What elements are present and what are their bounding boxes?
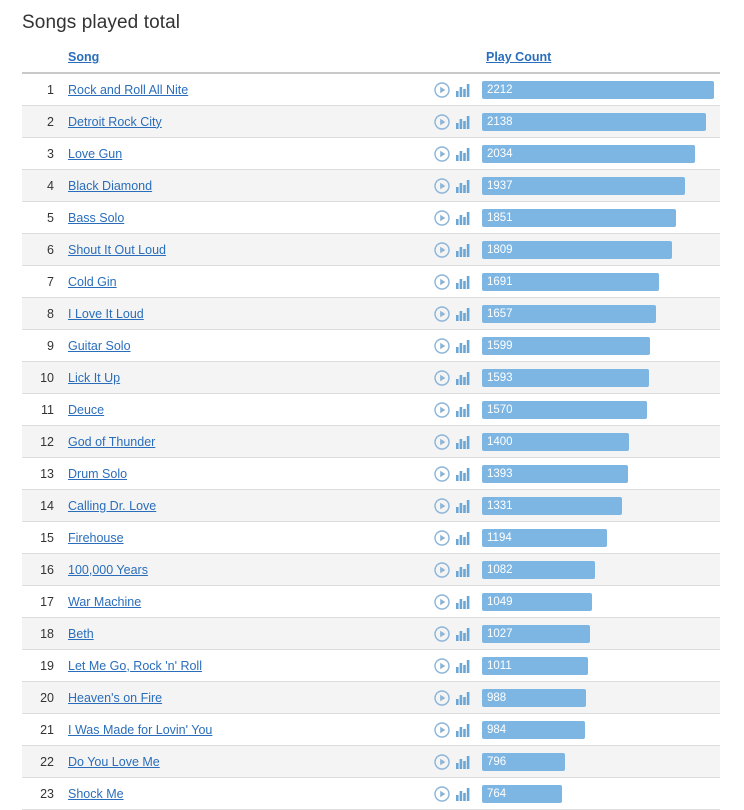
row-actions xyxy=(434,266,480,298)
play-icon[interactable] xyxy=(434,82,450,98)
table-row xyxy=(22,522,720,554)
row-play-count-cell xyxy=(480,394,720,426)
song-link[interactable]: Bass Solo xyxy=(68,210,125,225)
table-row xyxy=(22,138,720,170)
play-count-value: 2034 xyxy=(487,147,513,160)
sort-by-song-link[interactable]: Song xyxy=(68,50,100,64)
row-rank: 22 xyxy=(40,754,54,769)
song-link[interactable]: Let Me Go, Rock 'n' Roll xyxy=(68,658,202,673)
bar-chart-icon[interactable] xyxy=(455,690,471,706)
row-rank: 11 xyxy=(41,402,54,417)
song-link[interactable]: I Love It Loud xyxy=(68,306,144,321)
song-link[interactable]: Guitar Solo xyxy=(68,338,131,353)
table-row xyxy=(22,298,720,330)
table-row xyxy=(22,266,720,298)
row-play-count-cell xyxy=(480,682,720,714)
table-header-row xyxy=(22,44,720,73)
play-icon[interactable] xyxy=(434,114,450,130)
play-count-value: 984 xyxy=(487,723,507,736)
row-play-count-cell xyxy=(480,650,720,682)
row-play-count-cell xyxy=(480,522,720,554)
song-link[interactable]: Beth xyxy=(68,626,94,641)
row-rank: 19 xyxy=(40,658,54,673)
bar-chart-icon[interactable] xyxy=(455,498,471,514)
play-count-value: 1691 xyxy=(487,275,513,288)
play-icon[interactable] xyxy=(434,178,450,194)
play-count-bar-wrap xyxy=(482,305,714,323)
row-song-cell xyxy=(62,298,434,330)
play-count-bar-wrap xyxy=(482,561,714,579)
play-icon[interactable] xyxy=(434,370,450,386)
bar-chart-icon[interactable] xyxy=(455,562,471,578)
row-play-count-cell xyxy=(480,458,720,490)
play-count-value: 1937 xyxy=(487,179,513,192)
table-row xyxy=(22,650,720,682)
bar-chart-icon[interactable] xyxy=(455,530,471,546)
row-actions xyxy=(434,202,480,234)
row-play-count-cell xyxy=(480,490,720,522)
bar-chart-icon[interactable] xyxy=(455,466,471,482)
table-row xyxy=(22,618,720,650)
play-count-bar-wrap xyxy=(482,529,714,547)
row-actions xyxy=(434,394,480,426)
play-icon[interactable] xyxy=(434,690,450,706)
row-actions xyxy=(434,106,480,138)
row-actions xyxy=(434,778,480,810)
row-rank: 8 xyxy=(47,306,54,321)
row-play-count-cell xyxy=(480,234,720,266)
song-link[interactable]: I Was Made for Lovin' You xyxy=(68,722,213,737)
table-row xyxy=(22,682,720,714)
play-count-bar-wrap xyxy=(482,689,714,707)
row-actions xyxy=(434,458,480,490)
row-play-count-cell xyxy=(480,138,720,170)
row-song-cell xyxy=(62,778,434,810)
play-count-value: 1082 xyxy=(487,563,513,576)
play-count-bar-wrap xyxy=(482,625,714,643)
play-count-bar-wrap xyxy=(482,497,714,515)
row-song-cell xyxy=(62,714,434,746)
play-count-bar-wrap xyxy=(482,209,714,227)
row-play-count-cell xyxy=(480,298,720,330)
row-rank: 16 xyxy=(40,562,54,577)
play-count-bar-wrap xyxy=(482,465,714,483)
bar-chart-icon[interactable] xyxy=(455,82,471,98)
bar-chart-icon[interactable] xyxy=(455,274,471,290)
row-rank: 21 xyxy=(40,722,54,737)
play-count-value: 1027 xyxy=(487,627,513,640)
row-play-count-cell xyxy=(480,778,720,810)
song-link[interactable]: Calling Dr. Love xyxy=(68,498,157,513)
play-count-bar-wrap xyxy=(482,177,714,195)
row-play-count-cell xyxy=(480,330,720,362)
bar-chart-icon[interactable] xyxy=(455,370,471,386)
play-count-value: 1593 xyxy=(487,371,513,384)
table-row xyxy=(22,426,720,458)
song-link[interactable]: Love Gun xyxy=(68,146,123,161)
song-link[interactable]: God of Thunder xyxy=(68,434,156,449)
bar-chart-icon[interactable] xyxy=(455,146,471,162)
row-actions xyxy=(434,650,480,682)
play-icon[interactable] xyxy=(434,562,450,578)
play-count-bar-wrap xyxy=(482,337,714,355)
column-header-song[interactable] xyxy=(62,44,434,73)
row-rank: 18 xyxy=(40,626,54,641)
row-play-count-cell xyxy=(480,586,720,618)
play-count-value: 1194 xyxy=(487,531,512,544)
row-actions xyxy=(434,714,480,746)
row-song-cell xyxy=(62,746,434,778)
row-song-cell xyxy=(62,234,434,266)
row-song-cell xyxy=(62,490,434,522)
row-song-cell xyxy=(62,522,434,554)
play-count-bar-wrap xyxy=(482,369,714,387)
play-count-bar-wrap xyxy=(482,145,714,163)
play-count-value: 1657 xyxy=(487,307,513,320)
play-count-bar-wrap xyxy=(482,657,714,675)
row-rank: 5 xyxy=(47,210,54,225)
play-count-value: 2212 xyxy=(487,83,513,96)
row-actions xyxy=(434,138,480,170)
row-rank: 1 xyxy=(47,82,54,97)
play-icon[interactable] xyxy=(434,306,450,322)
table-row xyxy=(22,330,720,362)
column-header-actions xyxy=(434,44,480,73)
row-play-count-cell xyxy=(480,714,720,746)
table-row xyxy=(22,234,720,266)
row-actions xyxy=(434,298,480,330)
song-link[interactable]: Shout It Out Loud xyxy=(68,242,166,257)
row-song-cell xyxy=(62,458,434,490)
bar-chart-icon[interactable] xyxy=(455,178,471,194)
row-song-cell xyxy=(62,554,434,586)
row-rank: 17 xyxy=(40,594,54,609)
play-icon[interactable] xyxy=(434,658,450,674)
row-song-cell xyxy=(62,266,434,298)
row-rank: 4 xyxy=(47,178,54,193)
play-count-value: 1570 xyxy=(487,403,513,416)
row-actions xyxy=(434,554,480,586)
play-count-value: 764 xyxy=(487,787,507,800)
song-link[interactable]: Drum Solo xyxy=(68,466,128,481)
bar-chart-icon[interactable] xyxy=(455,242,471,258)
row-actions xyxy=(434,586,480,618)
play-count-bar-wrap xyxy=(482,433,714,451)
row-song-cell xyxy=(62,138,434,170)
row-rank: 23 xyxy=(40,786,54,801)
column-header-play-count[interactable] xyxy=(480,44,720,73)
play-count-bar xyxy=(482,145,695,163)
bar-chart-icon[interactable] xyxy=(455,722,471,738)
row-actions xyxy=(434,362,480,394)
song-link[interactable]: Shock Me xyxy=(68,786,124,801)
row-song-cell xyxy=(62,650,434,682)
bar-chart-icon[interactable] xyxy=(455,402,471,418)
row-play-count-cell xyxy=(480,106,720,138)
table-row xyxy=(22,746,720,778)
bar-chart-icon[interactable] xyxy=(455,626,471,642)
row-rank: 20 xyxy=(40,690,54,705)
bar-chart-icon[interactable] xyxy=(455,786,471,802)
song-link[interactable]: War Machine xyxy=(68,594,142,609)
table-row xyxy=(22,778,720,810)
row-rank: 3 xyxy=(47,146,54,161)
play-icon[interactable] xyxy=(434,338,450,354)
row-song-cell xyxy=(62,362,434,394)
play-count-value: 2138 xyxy=(487,115,513,128)
bar-chart-icon[interactable] xyxy=(455,306,471,322)
row-play-count-cell xyxy=(480,170,720,202)
play-icon[interactable] xyxy=(434,146,450,162)
play-icon[interactable] xyxy=(434,594,450,610)
songs-table xyxy=(22,44,720,810)
song-link[interactable]: Heaven's on Fire xyxy=(68,690,163,705)
play-count-value: 1393 xyxy=(487,467,513,480)
play-count-bar-wrap xyxy=(482,113,714,131)
row-song-cell xyxy=(62,170,434,202)
play-icon[interactable] xyxy=(434,626,450,642)
row-actions xyxy=(434,682,480,714)
play-count-bar-wrap xyxy=(482,721,714,739)
sort-by-play-count-link[interactable]: Play Count xyxy=(486,50,552,64)
play-count-bar-wrap xyxy=(482,273,714,291)
table-header xyxy=(22,44,720,73)
row-play-count-cell xyxy=(480,362,720,394)
row-actions xyxy=(434,522,480,554)
row-actions xyxy=(434,234,480,266)
bar-chart-icon[interactable] xyxy=(455,114,471,130)
page-title: Songs played total xyxy=(22,12,181,33)
table-row xyxy=(22,586,720,618)
play-icon[interactable] xyxy=(434,754,450,770)
row-actions xyxy=(434,746,480,778)
row-rank: 14 xyxy=(40,498,54,513)
play-icon[interactable] xyxy=(434,530,450,546)
play-icon[interactable] xyxy=(434,210,450,226)
row-actions xyxy=(434,73,480,106)
row-song-cell xyxy=(62,330,434,362)
row-actions xyxy=(434,618,480,650)
row-song-cell xyxy=(62,106,434,138)
row-actions xyxy=(434,426,480,458)
row-play-count-cell xyxy=(480,618,720,650)
row-song-cell xyxy=(62,426,434,458)
play-icon[interactable] xyxy=(434,466,450,482)
row-actions xyxy=(434,490,480,522)
play-count-bar xyxy=(482,113,706,131)
row-play-count-cell xyxy=(480,746,720,778)
bar-chart-icon[interactable] xyxy=(455,658,471,674)
play-icon[interactable] xyxy=(434,242,450,258)
table-row xyxy=(22,714,720,746)
row-actions xyxy=(434,330,480,362)
row-song-cell xyxy=(62,618,434,650)
table-row xyxy=(22,554,720,586)
play-icon[interactable] xyxy=(434,786,450,802)
play-count-bar-wrap xyxy=(482,81,714,99)
row-actions xyxy=(434,170,480,202)
bar-chart-icon[interactable] xyxy=(455,210,471,226)
song-link[interactable]: Lick It Up xyxy=(68,370,121,385)
play-count-value: 1599 xyxy=(487,339,513,352)
play-icon[interactable] xyxy=(434,434,450,450)
row-rank: 10 xyxy=(40,370,54,385)
row-rank: 6 xyxy=(47,242,54,257)
table-row xyxy=(22,458,720,490)
table-row xyxy=(22,170,720,202)
row-rank: 9 xyxy=(47,338,54,353)
bar-chart-icon[interactable] xyxy=(455,434,471,450)
play-count-bar-wrap xyxy=(482,753,714,771)
song-link[interactable]: Black Diamond xyxy=(68,178,153,193)
play-count-bar-wrap xyxy=(482,401,714,419)
table-body xyxy=(22,73,720,810)
play-count-value: 1011 xyxy=(487,659,512,672)
table-row xyxy=(22,202,720,234)
song-link[interactable]: Deuce xyxy=(68,402,105,417)
row-play-count-cell xyxy=(480,426,720,458)
play-count-value: 988 xyxy=(487,691,507,704)
play-icon[interactable] xyxy=(434,722,450,738)
bar-chart-icon[interactable] xyxy=(455,754,471,770)
row-rank: 7 xyxy=(47,274,54,289)
row-rank: 15 xyxy=(40,530,54,545)
table-row xyxy=(22,490,720,522)
play-count-value: 1331 xyxy=(487,499,513,512)
row-song-cell xyxy=(62,586,434,618)
play-count-bar-wrap xyxy=(482,241,714,259)
play-icon[interactable] xyxy=(434,498,450,514)
bar-chart-icon[interactable] xyxy=(455,338,471,354)
table-row xyxy=(22,394,720,426)
play-count-value: 1809 xyxy=(487,243,513,256)
play-count-value: 1049 xyxy=(487,595,513,608)
row-rank: 2 xyxy=(47,114,54,129)
song-link[interactable]: Cold Gin xyxy=(68,274,117,289)
table-row xyxy=(22,362,720,394)
play-count-value: 796 xyxy=(487,755,507,768)
row-play-count-cell xyxy=(480,202,720,234)
row-rank: 13 xyxy=(40,466,54,481)
row-play-count-cell xyxy=(480,266,720,298)
play-count-bar-wrap xyxy=(482,593,714,611)
song-link[interactable]: Detroit Rock City xyxy=(68,114,162,129)
song-link[interactable]: Firehouse xyxy=(68,530,124,545)
row-song-cell xyxy=(62,682,434,714)
table-row xyxy=(22,73,720,106)
table-row xyxy=(22,106,720,138)
row-song-cell xyxy=(62,394,434,426)
song-link[interactable]: 100,000 Years xyxy=(68,562,148,577)
play-icon[interactable] xyxy=(434,402,450,418)
play-icon[interactable] xyxy=(434,274,450,290)
row-song-cell xyxy=(62,202,434,234)
row-play-count-cell xyxy=(480,554,720,586)
column-header-rank xyxy=(22,44,62,73)
bar-chart-icon[interactable] xyxy=(455,594,471,610)
play-count-value: 1851 xyxy=(487,211,513,224)
play-count-value: 1400 xyxy=(487,435,513,448)
play-count-bar xyxy=(482,81,714,99)
play-count-bar-wrap xyxy=(482,785,714,803)
row-play-count-cell xyxy=(480,73,720,106)
row-rank: 12 xyxy=(40,434,54,449)
song-link[interactable]: Do You Love Me xyxy=(68,754,160,769)
song-link[interactable]: Rock and Roll All Nite xyxy=(68,82,189,97)
row-song-cell xyxy=(62,73,434,106)
